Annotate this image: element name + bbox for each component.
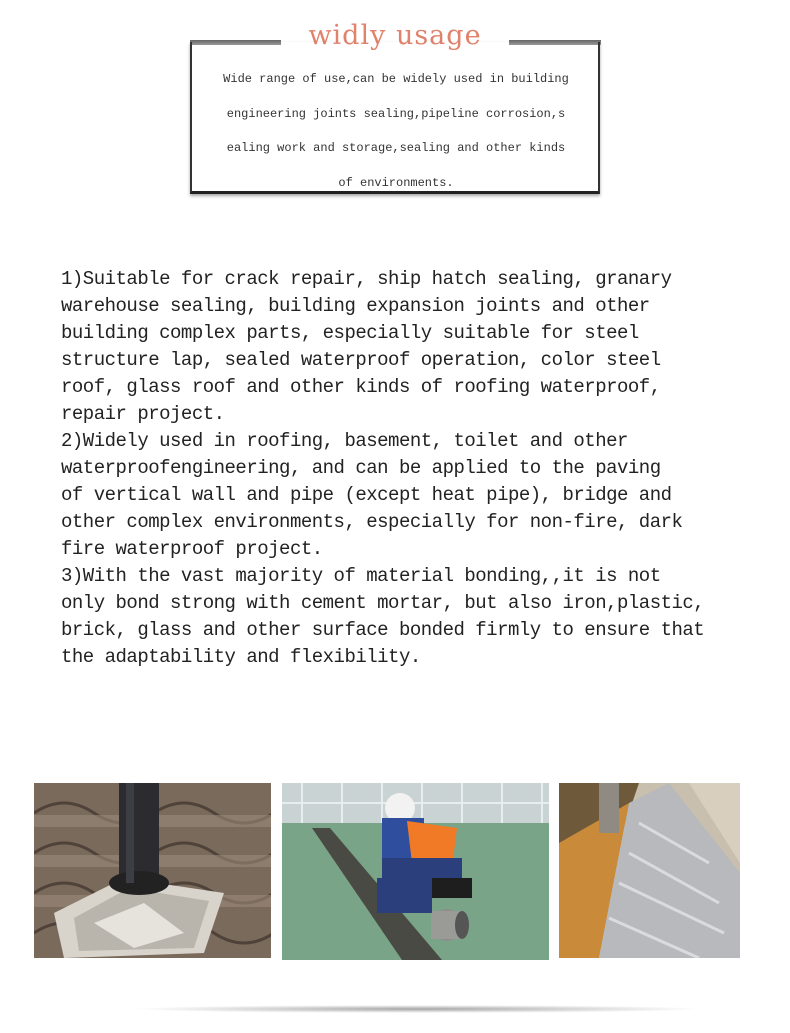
usage-line: engineering joints sealing,pipeline corrosion,s bbox=[226, 106, 566, 121]
roof-ridge-foil-photo bbox=[559, 783, 740, 958]
application-points bbox=[61, 266, 751, 671]
usage-line: of environments. bbox=[338, 175, 454, 190]
point-2: 2)Widely used in roofing, basement, toilet and other waterproofengineering, and can be applied to the paving of vertical wall and pipe (except heat pipe), bridge and other complex environments, especially for non-fire, dark fire waterproof project. bbox=[61, 430, 683, 560]
roof-pipe-photo bbox=[34, 783, 271, 958]
usage-title: widly usage bbox=[308, 20, 482, 51]
bottom-shadow bbox=[130, 1005, 705, 1013]
usage-line: ealing work and storage,sealing and other kinds bbox=[226, 141, 566, 155]
worker-applying-tape-photo bbox=[282, 783, 549, 960]
point-1: 1)Suitable for crack repair, ship hatch sealing, granary warehouse sealing, building expansion joints and other building complex parts, especially suitable for steel structure lap, sealed waterproof operation, color steel roof, glass roof and other kinds of roofing waterproof, repair project. bbox=[61, 268, 672, 425]
usage-line: Wide range of use,can be widely used in building bbox=[223, 72, 569, 86]
usage-description bbox=[220, 62, 572, 200]
point-3: 3)With the vast majority of material bonding,,it is not only bond strong with cement mortar, but also iron,plastic, brick, glass and other surface bonded firmly to ensure that the adaptability and flexibility. bbox=[61, 565, 705, 668]
